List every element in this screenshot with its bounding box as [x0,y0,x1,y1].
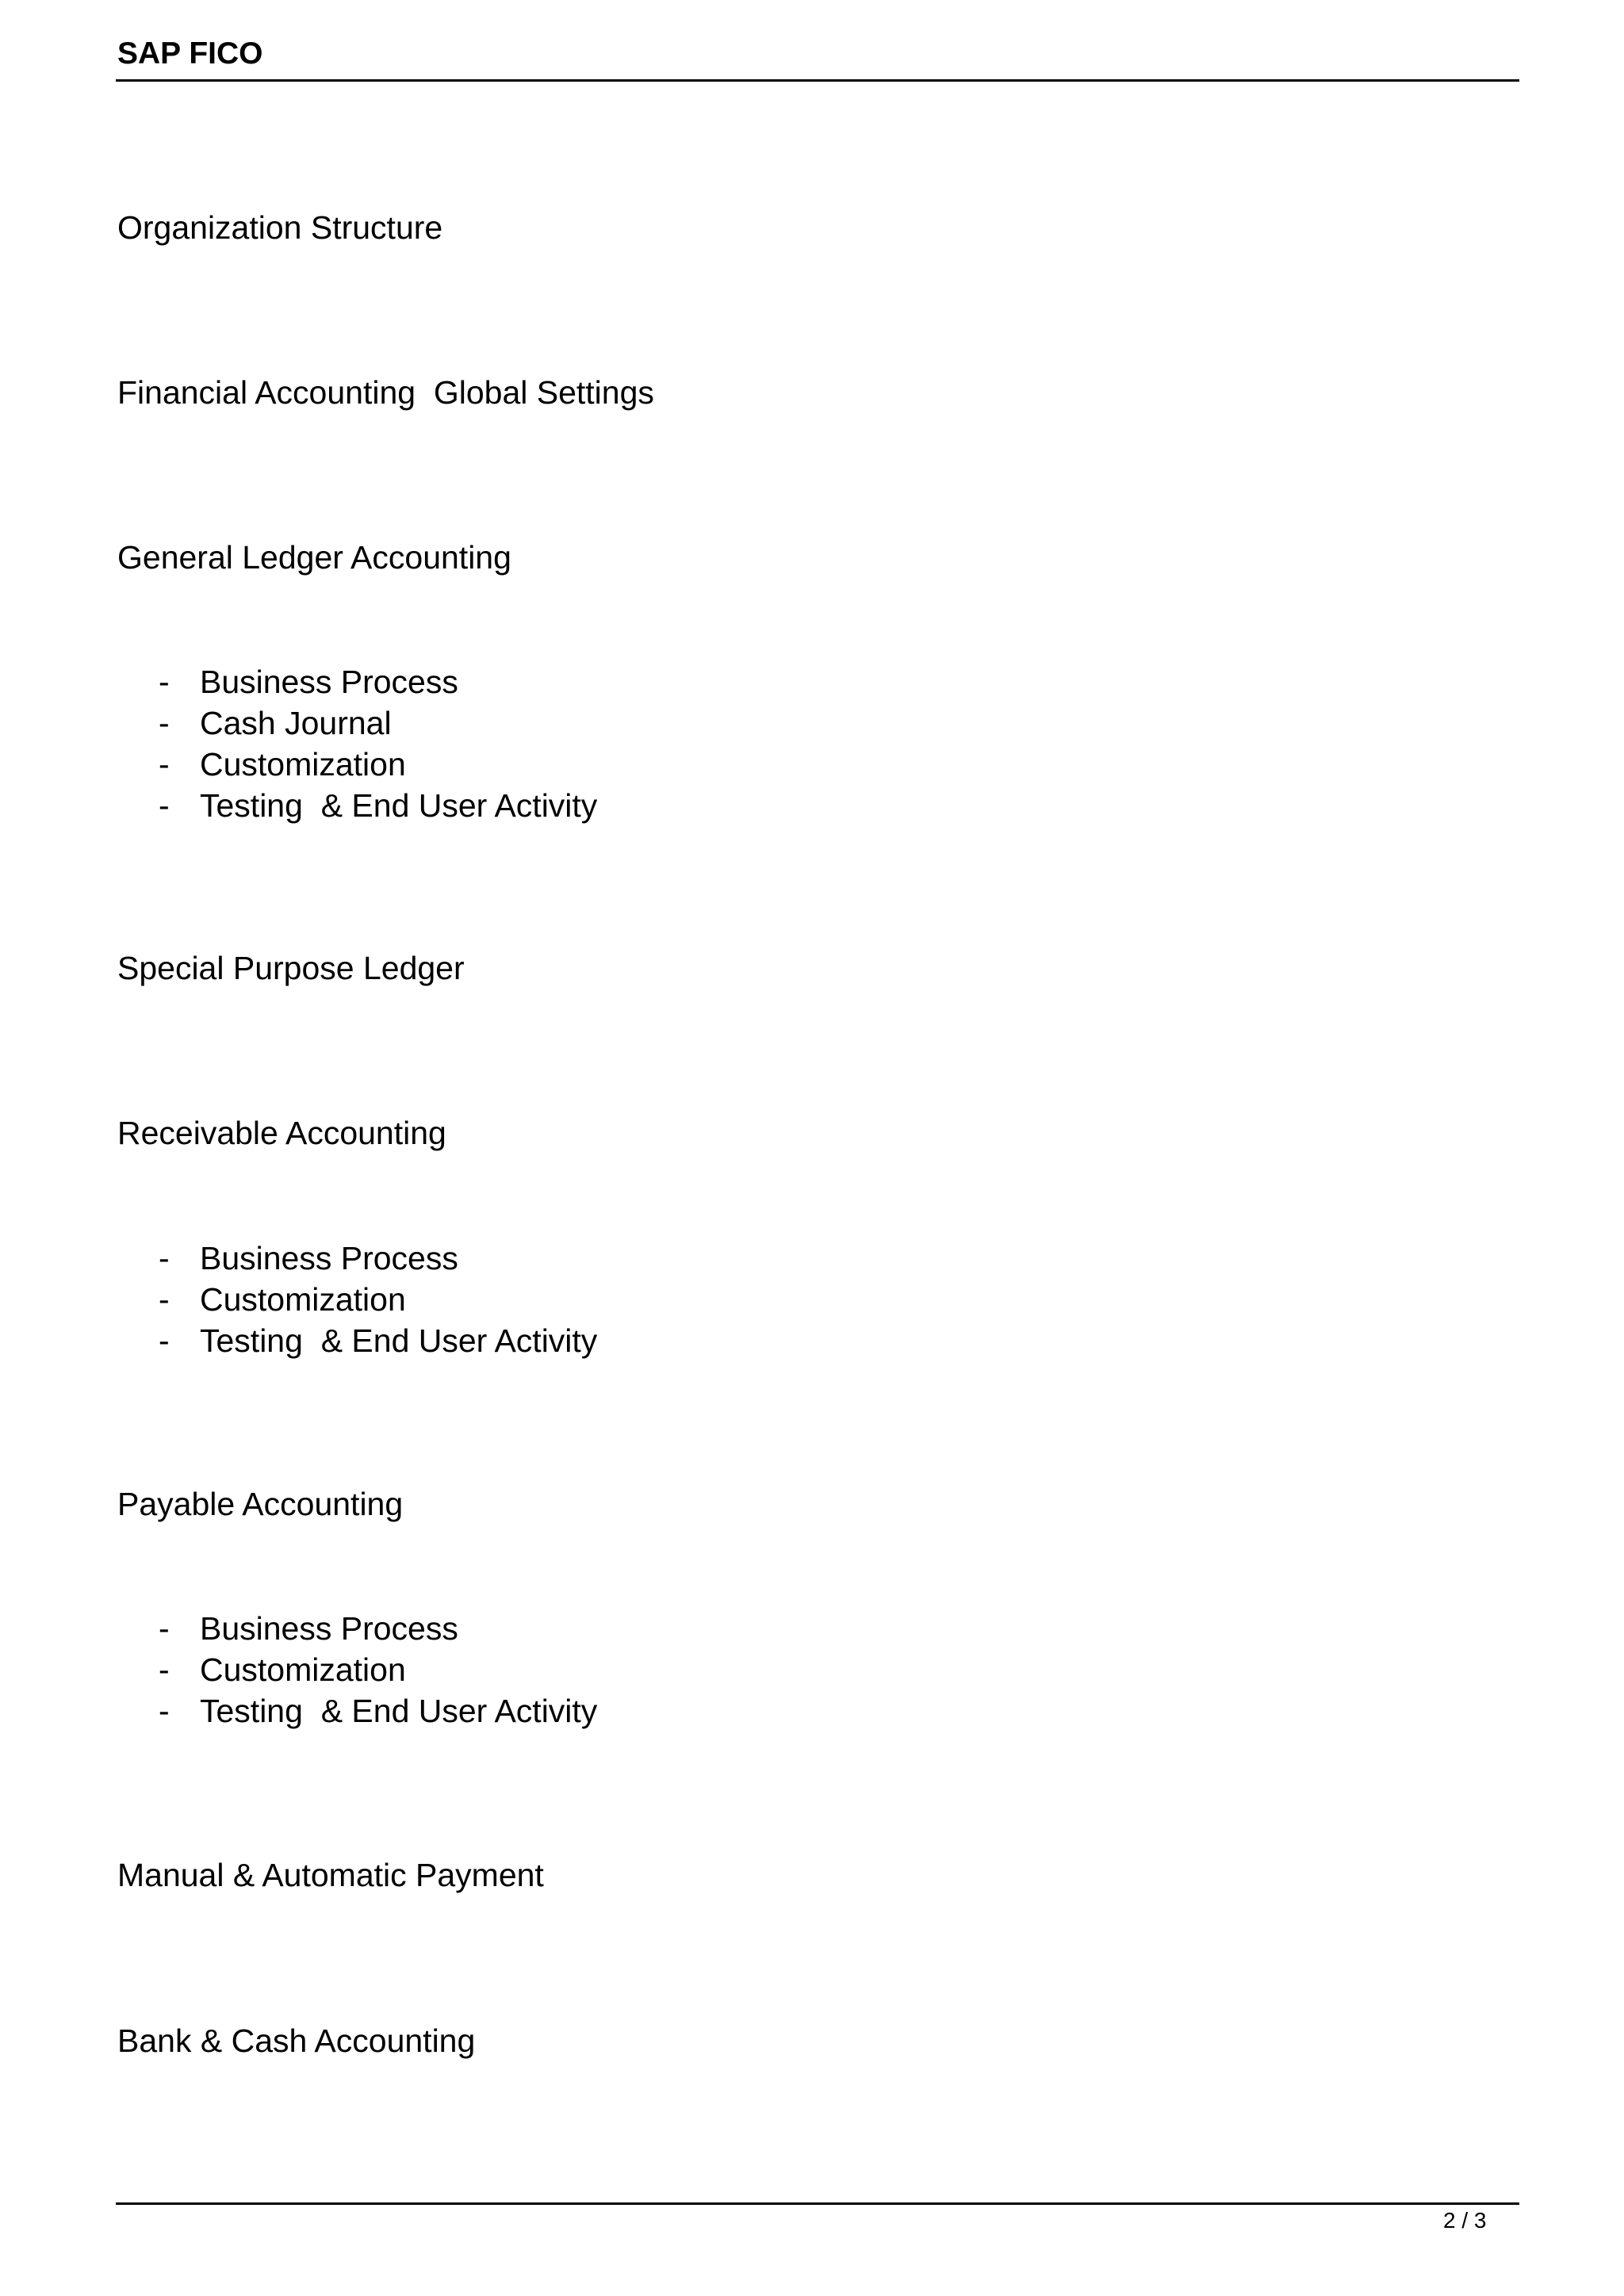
section-title-payable-accounting: Payable Accounting [117,1486,404,1522]
payable-accounting-subtopics [159,1608,597,1732]
list-item [159,1320,597,1361]
section-title-organization-structure: Organization Structure [117,209,443,246]
general-ledger-subtopics [159,661,597,826]
section-title-bank-cash-accounting: Bank & Cash Accounting [117,2022,476,2059]
list-item [159,785,597,826]
section-title-receivable-accounting: Receivable Accounting [117,1115,446,1151]
bullet-dash: - [159,1322,170,1359]
bullet-dash: - [159,1610,170,1647]
bullet-dash: - [159,705,170,741]
page-number: 2 / 3 [1443,2208,1487,2233]
list-item [159,1649,597,1690]
list-item-label: Business Process [200,1240,458,1276]
list-item [159,1690,597,1732]
bullet-dash: - [159,1651,170,1688]
list-item-label: Testing & End User Activity [200,1693,598,1729]
list-item-label: Customization [200,1651,406,1688]
bullet-dash: - [159,1240,170,1276]
list-item [159,744,597,785]
list-item-label: Business Process [200,1610,458,1647]
receivable-accounting-subtopics [159,1238,597,1361]
list-item-label: Testing & End User Activity [200,1322,598,1359]
list-item [159,661,597,702]
section-title-special-purpose-ledger: Special Purpose Ledger [117,950,465,986]
list-item-label: Customization [200,1281,406,1318]
list-item [159,1608,597,1649]
header-divider [116,79,1519,82]
bullet-dash: - [159,664,170,700]
list-item-label: Business Process [200,664,458,700]
page-header-title: SAP FICO [117,36,263,71]
section-title-financial-accounting-global-settings: Financial Accounting Global Settings [117,374,654,411]
bullet-dash: - [159,1693,170,1729]
section-title-general-ledger-accounting: General Ledger Accounting [117,539,511,576]
footer-divider [116,2202,1519,2205]
section-title-manual-automatic-payment: Manual & Automatic Payment [117,1857,544,1893]
list-item [159,702,597,744]
list-item [159,1279,597,1320]
bullet-dash: - [159,746,170,783]
list-item-label: Testing & End User Activity [200,787,598,824]
bullet-dash: - [159,1281,170,1318]
bullet-dash: - [159,787,170,824]
list-item-label: Cash Journal [200,705,392,741]
list-item-label: Customization [200,746,406,783]
list-item [159,1238,597,1279]
